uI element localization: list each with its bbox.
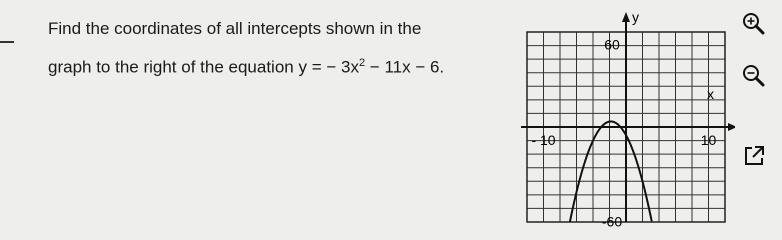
- equation-exponent: 2: [358, 57, 366, 69]
- zoom-in-button[interactable]: [740, 10, 768, 38]
- x-tick-label-right: 10: [700, 132, 717, 148]
- zoom-out-icon: [741, 63, 767, 89]
- equation-rest: − 11x − 6.: [365, 57, 445, 77]
- question-line-2-prefix: graph to the right of the equation: [48, 57, 299, 77]
- left-divider: [0, 41, 14, 43]
- y-axis-label: y: [632, 9, 639, 25]
- question-text: [48, 12, 518, 85]
- parabola-curve: [570, 121, 652, 221]
- y-tick-label-top: 60: [604, 36, 620, 53]
- question-line-1: Find the coordinates of all intercepts shown in the: [48, 19, 422, 38]
- graph-svg: [505, 0, 735, 227]
- y-tick-label-bottom: -60: [601, 213, 623, 227]
- zoom-out-button[interactable]: [740, 62, 768, 90]
- popout-button[interactable]: [740, 142, 768, 170]
- equation-coef: − 3x: [326, 57, 359, 77]
- graph-axes: [521, 12, 735, 222]
- question-line-2: [48, 46, 518, 85]
- x-axis-label: x: [707, 86, 714, 102]
- equation-lhs: y =: [298, 57, 327, 77]
- external-link-icon: [741, 143, 767, 169]
- x-axis-arrow: [728, 123, 735, 131]
- y-axis-arrow: [622, 12, 630, 22]
- x-tick-label-left: - 10: [531, 132, 556, 148]
- graph: [505, 0, 735, 227]
- zoom-in-icon: [741, 11, 767, 37]
